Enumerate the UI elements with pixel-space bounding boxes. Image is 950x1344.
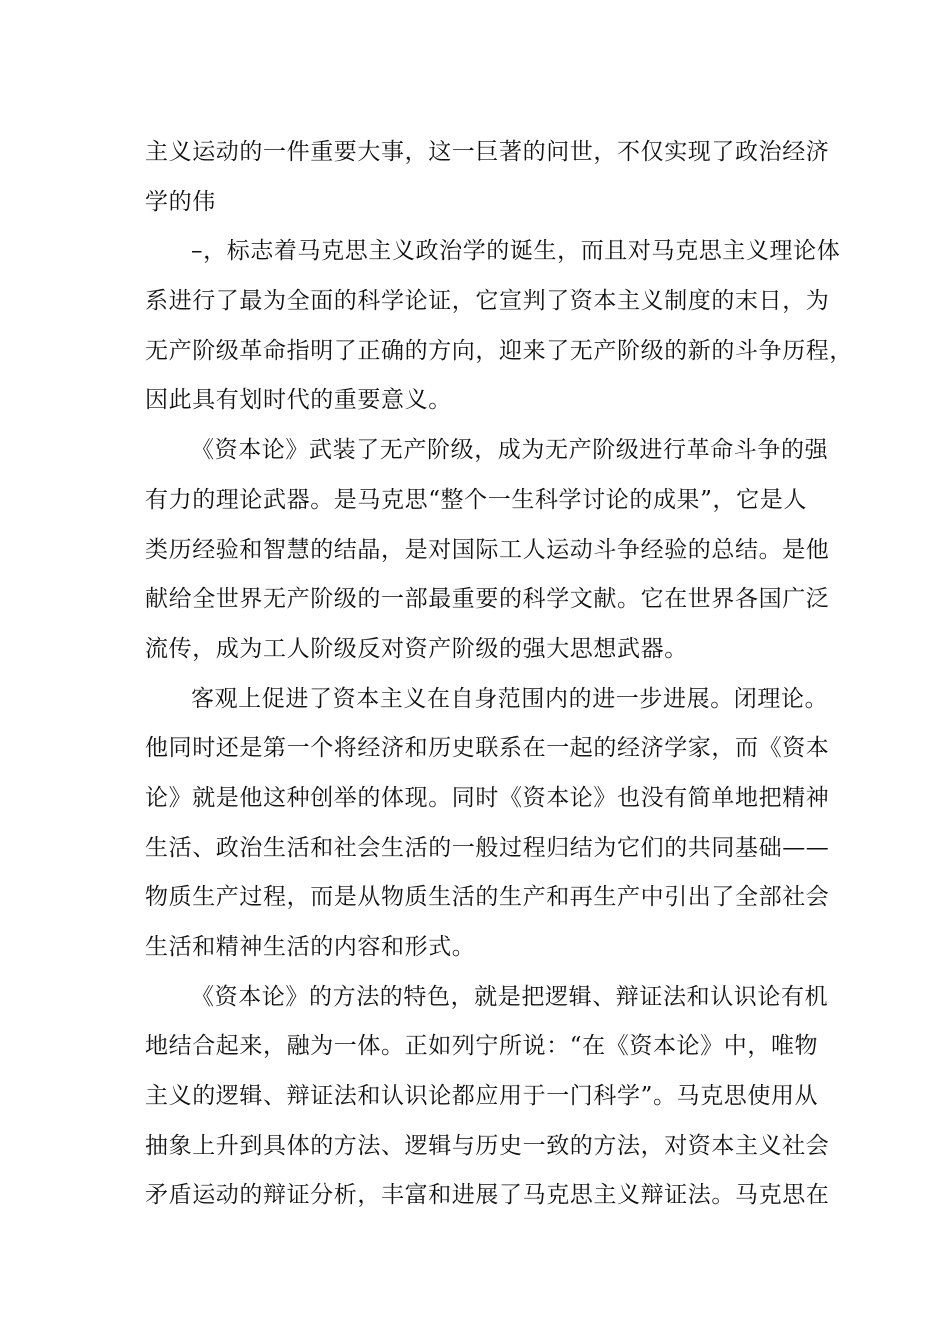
text-line: 他同时还是第一个将经济和历史联系在一起的经济学家，而《资本	[145, 735, 830, 762]
text-line: 论》就是他这种创举的体现。同时《资本论》也没有简单地把精神	[145, 784, 830, 811]
text-line: 无产阶级革命指明了正确的方向，迎来了无产阶级的新的斗争历程，	[145, 337, 853, 364]
text-line: 因此具有划时代的重要意义。	[145, 387, 452, 414]
text-line: 《资本论》的方法的特色，就是把逻辑、辩证法和认识论有机	[191, 983, 829, 1010]
text-line: 献给全世界无产阶级的一部最重要的科学文献。它在世界各国广泛	[145, 586, 830, 613]
text-line: 物质生产过程，而是从物质生活的生产和再生产中引出了全部社会	[145, 884, 830, 911]
text-line: 矛盾运动的辩证分析，丰富和进展了马克思主义辩证法。马克思在	[145, 1182, 830, 1209]
paragraph-1	[145, 128, 830, 227]
paragraph-2	[145, 227, 853, 426]
body-text	[145, 128, 853, 1221]
text-line: 主义的逻辑、辩证法和认识论都应用于一门科学”。马克思使用从	[145, 1083, 819, 1110]
text-line: –，标志着马克思主义政治学的诞生，而且对马克思主义理论体	[191, 238, 841, 265]
text-line: 系进行了最为全面的科学论证，它宣判了资本主义制度的末日，为	[145, 288, 830, 315]
text-line: 学的伟	[145, 188, 216, 215]
text-line: 类历经验和智慧的结晶，是对国际工人运动斗争经验的总结。是他	[145, 536, 830, 563]
text-line: 有力的理论武器。是马克思“整个一生科学讨论的成果”，它是人	[145, 486, 807, 513]
text-line: 流传，成为工人阶级反对资产阶级的强大思想武器。	[145, 635, 688, 662]
paragraph-4	[145, 675, 830, 973]
paragraph-5	[145, 973, 830, 1221]
text-line: 抽象上升到具体的方法、逻辑与历史一致的方法，对资本主义社会	[145, 1132, 830, 1159]
text-line: 生活和精神生活的内容和形式。	[145, 934, 476, 960]
text-line: 《资本论》武装了无产阶级，成为无产阶级进行革命斗争的强	[191, 437, 829, 464]
text-line: 生活、政治生活和社会生活的一般过程归结为它们的共同基础——	[145, 834, 830, 861]
text-line: 主义运动的一件重要大事，这一巨著的问世，不仅实现了政治经济	[145, 139, 830, 165]
text-line: 客观上促进了资本主义在自身范围内的进一步进展。闭理论。	[191, 685, 829, 712]
paragraph-3	[145, 426, 830, 674]
text-line: 地结合起来，融为一体。正如列宁所说：“在《资本论》中，唯物	[145, 1033, 819, 1060]
